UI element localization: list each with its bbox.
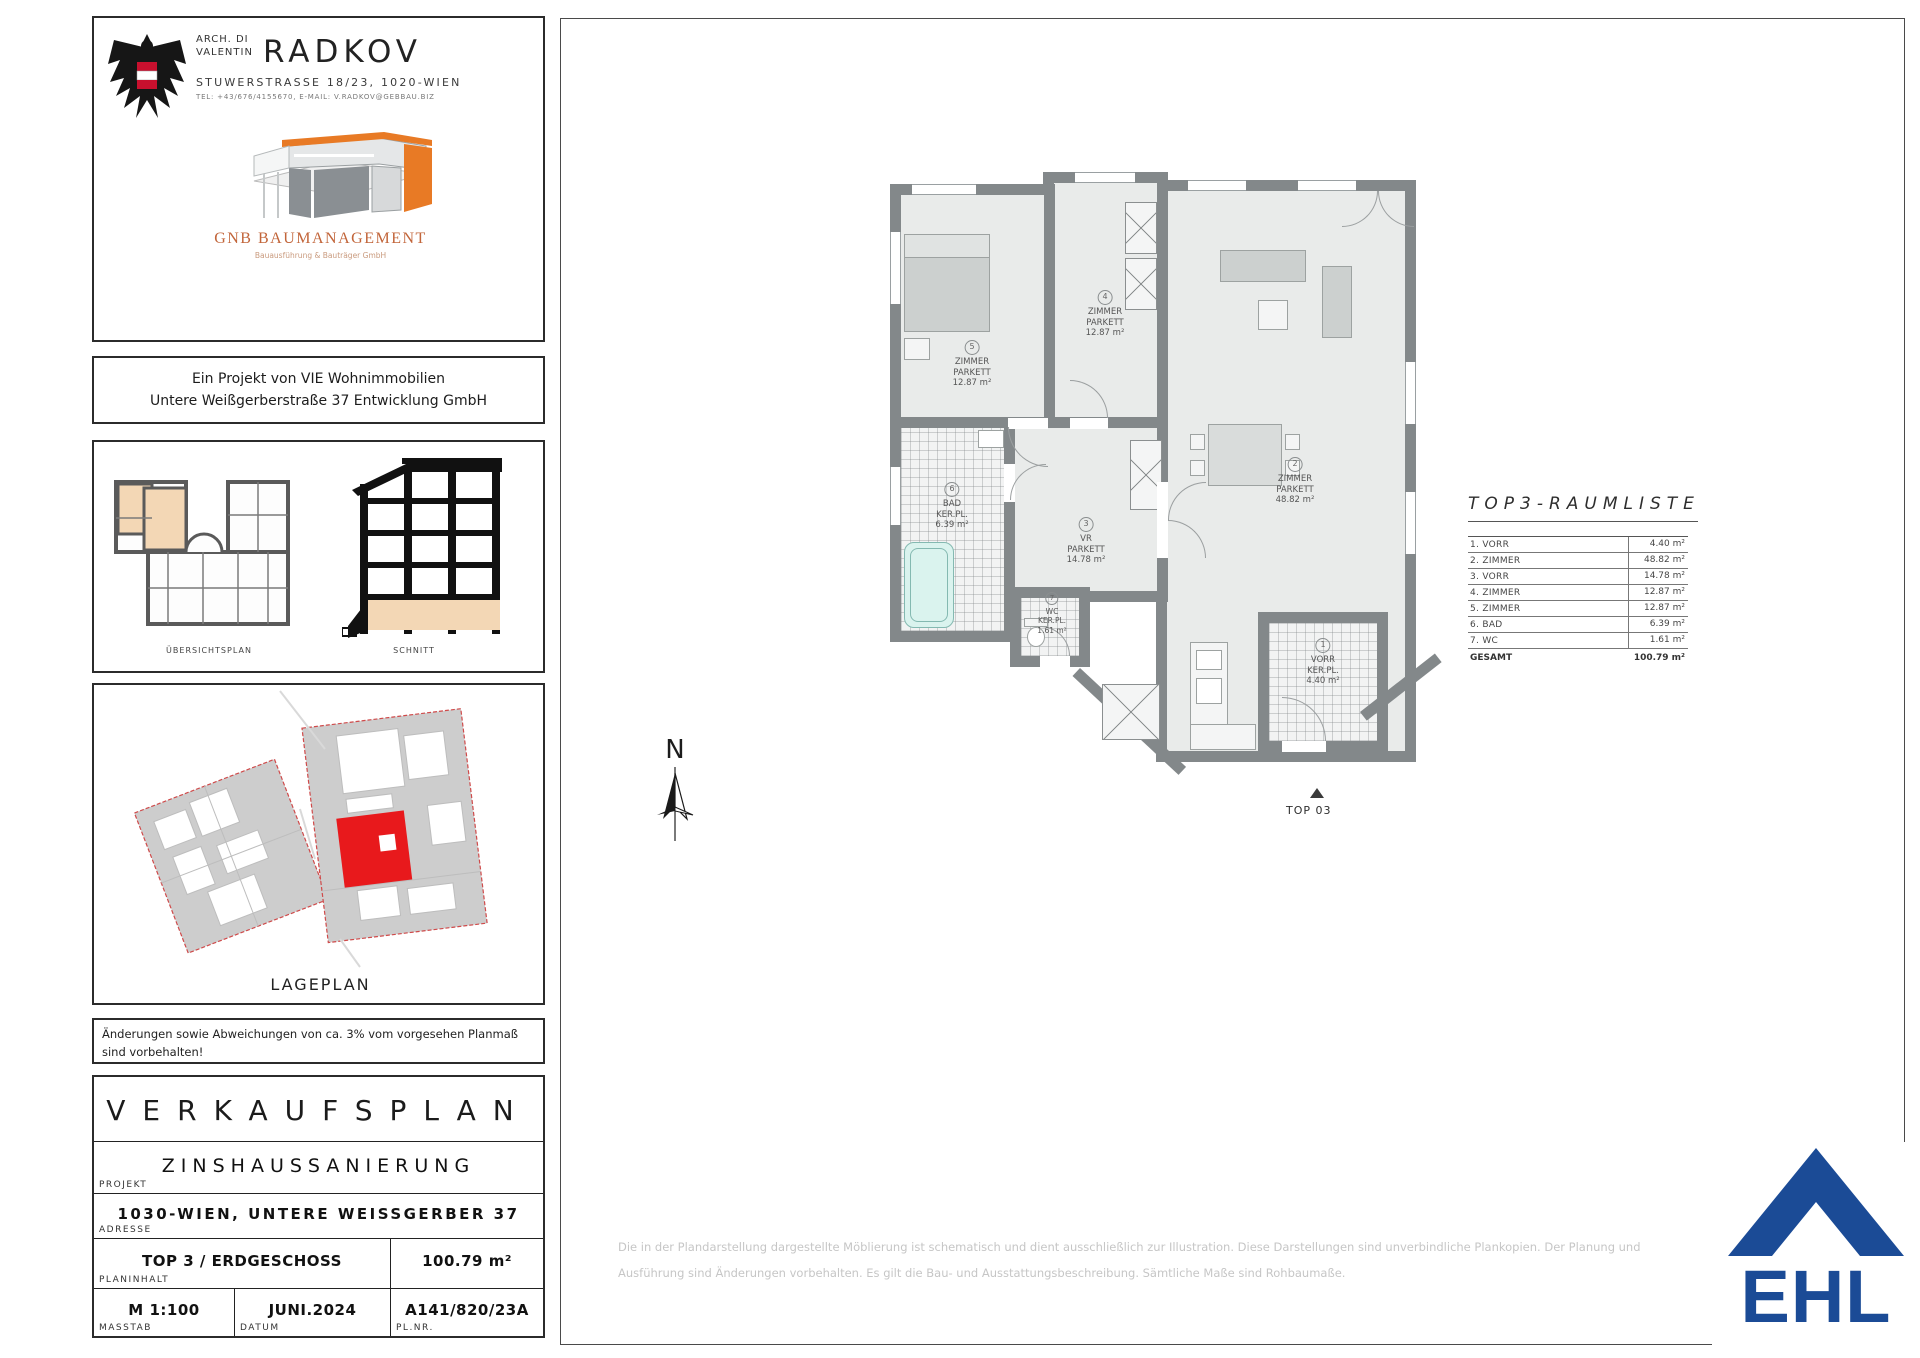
room-label-zimmer5: 5 ZIMMER PARKETT 12.87 m² xyxy=(952,342,992,389)
disclaimer-line1: Die in der Plandarstellung dargestellte Möblierung ist schematisch und dient ausschließlich zur Illustration. Diese Darstellungen sind unverbindliche Plankopien. Der Planung und xyxy=(618,1240,1641,1254)
wardrobe xyxy=(1125,202,1157,254)
room-number-badge: 2 xyxy=(1287,457,1302,472)
architect-address: STUWERSTRASSE 18/23, 1020-WIEN xyxy=(196,76,462,89)
gnb-building-image xyxy=(194,126,444,226)
roomlist-row: 7. WC 1.61 m² xyxy=(1468,633,1688,649)
overview-plan-image xyxy=(108,460,323,640)
door-gap xyxy=(1157,482,1168,558)
north-arrow xyxy=(645,735,705,843)
project-note-box xyxy=(92,356,545,424)
roomlist xyxy=(1468,494,1698,666)
kitchen-bottom-wall xyxy=(1178,751,1262,762)
plnr-label: PL.NR. xyxy=(396,1323,434,1333)
disclaimer-line2: Ausführung sind Änderungen vorbehalten. Es gilt die Bau- und Ausstattungsbeschreibung. Sämtliche Maße sind Rohbaumaße. xyxy=(618,1266,1346,1281)
sofa xyxy=(1220,250,1306,282)
kitchen-counter xyxy=(1190,724,1256,750)
window-icon xyxy=(912,184,976,195)
ehl-wordmark: EHL xyxy=(1740,1255,1892,1338)
adresse-label: ADRESSE xyxy=(99,1225,152,1235)
titleblock-row-meta xyxy=(94,1288,543,1336)
roomlist-row: 6. BAD 6.39 m² xyxy=(1468,617,1688,633)
window-icon xyxy=(1405,362,1416,424)
chair xyxy=(1285,434,1300,450)
planinhalt-value: TOP 3 / ERDGESCHOSS xyxy=(142,1252,342,1270)
section-drawing-image xyxy=(342,456,532,644)
wc-door-gap xyxy=(1040,656,1070,667)
floorplan xyxy=(890,172,1435,832)
room-number-badge: 5 xyxy=(964,340,979,355)
masstab-value: M 1:100 xyxy=(128,1301,200,1319)
siteplan-image xyxy=(100,689,540,971)
project-note-line2: Untere Weißgerberstraße 37 Entwicklung GmbH xyxy=(149,392,488,409)
entrance-marker-icon xyxy=(1310,788,1324,798)
masstab-label: MASSTAB xyxy=(99,1323,152,1333)
room-number-badge: 3 xyxy=(1078,517,1093,532)
ehl-roof-icon xyxy=(1728,1148,1904,1256)
room-number-badge: 4 xyxy=(1097,290,1112,305)
titleblock-box xyxy=(92,1075,545,1338)
architect-header-box xyxy=(92,16,545,342)
room-number-badge: 6 xyxy=(944,482,959,497)
window-icon xyxy=(1298,180,1356,191)
titleblock-row-planinhalt xyxy=(94,1238,543,1288)
room-label-zimmer4: 4 ZIMMER PARKETT 12.87 m² xyxy=(1085,292,1125,339)
bed-pillow xyxy=(904,234,990,258)
austrian-eagle-logo xyxy=(106,30,188,122)
architect-title-line1: ARCH. DI xyxy=(196,34,249,45)
sofa xyxy=(1322,266,1352,338)
window-icon xyxy=(890,467,901,525)
titleblock-row-adresse xyxy=(94,1193,543,1238)
flaeche-value: 100.79 m² xyxy=(422,1252,512,1270)
notice-line1: Änderungen sowie Abweichungen von ca. 3% vom vorgesehen Planmaß xyxy=(102,1027,519,1041)
room-label-wc: 7 WC KER.PL. 1.61 m² xyxy=(1037,594,1067,635)
window-icon xyxy=(1075,172,1135,183)
siteplan-label: LAGEPLAN xyxy=(270,975,371,994)
planinhalt-label: PLANINHALT xyxy=(99,1275,170,1285)
chair xyxy=(1190,434,1205,450)
roomlist-row: 1. VORR 4.40 m² xyxy=(1468,537,1688,553)
gnb-logo-subtitle: Bauausführung & Bauträger GmbH xyxy=(254,251,387,260)
datum-value: JUNI.2024 xyxy=(268,1301,357,1319)
notice-box xyxy=(92,1018,545,1064)
roomlist-row: 3. VORR 14.78 m² xyxy=(1468,569,1688,585)
architect-title-line2: VALENTIN xyxy=(196,46,253,58)
bathroom-sink xyxy=(978,430,1004,448)
project-note-line1: Ein Projekt von VIE Wohnimmobilien xyxy=(191,371,446,387)
window-icon xyxy=(1405,492,1416,554)
projekt-label: PROJEKT xyxy=(99,1180,148,1190)
siteplan-box xyxy=(92,683,545,1005)
plnr-value: A141/820/23A xyxy=(405,1301,529,1319)
plan-type-title: VERKAUFSPLAN xyxy=(106,1094,531,1127)
overview-section-box xyxy=(92,440,545,673)
roomlist-row: 4. ZIMMER 12.87 m² xyxy=(1468,585,1688,601)
window-icon xyxy=(890,232,901,304)
section-label: SCHNITT xyxy=(393,646,435,655)
notice-line2: sind vorbehalten! xyxy=(102,1045,204,1060)
roomlist-title: TOP3-RAUMLISTE xyxy=(1468,494,1698,522)
north-label: N xyxy=(665,735,685,765)
kitchen-sink xyxy=(1196,650,1222,670)
roomlist-total-row: GESAMT 100.79 m² xyxy=(1470,652,1685,663)
door-gap xyxy=(1070,418,1108,429)
coffee-table xyxy=(1258,300,1288,330)
dining-table xyxy=(1208,424,1282,486)
compass-needle-icon xyxy=(645,765,705,843)
room-number-badge: 7 xyxy=(1046,592,1059,605)
window-icon xyxy=(1188,180,1246,191)
footer-disclaimer xyxy=(618,1234,1673,1287)
room-label-living: 2 ZIMMER PARKETT 48.82 m² xyxy=(1275,459,1315,506)
adresse-value: 1030-WIEN, UNTERE WEISSGERBER 37 xyxy=(117,1205,520,1223)
roomlist-row: 2. ZIMMER 48.82 m² xyxy=(1468,553,1688,569)
room-label-vr: 3 VR PARKETT 14.78 m² xyxy=(1066,519,1106,566)
chair xyxy=(1190,460,1205,476)
kitchen-stove xyxy=(1196,678,1222,704)
architect-contact: TEL: +43/676/4155670, E-MAIL: V.RADKOV@GEBBAU.BIZ xyxy=(196,93,435,101)
unit-label: TOP 03 xyxy=(1286,804,1332,817)
room-label-vorraum: 1 VORR KER.PL. 4.40 m² xyxy=(1306,640,1340,687)
shaft xyxy=(1102,684,1160,740)
wardrobe xyxy=(1125,258,1157,310)
nightstand xyxy=(904,338,930,360)
roomlist-table xyxy=(1468,536,1688,666)
gnb-logo-text: GNB BAUMANAGEMENT xyxy=(214,230,427,247)
projekt-value: ZINSHAUSSANIERUNG xyxy=(161,1155,476,1177)
roomlist-row: 5. ZIMMER 12.87 m² xyxy=(1468,601,1688,617)
bathtub xyxy=(904,542,954,628)
room-label-bad: 6 BAD KER.PL. 6.39 m² xyxy=(935,484,969,531)
ehl-logo xyxy=(1712,1142,1920,1358)
datum-label: DATUM xyxy=(240,1323,280,1333)
entrance-door-gap xyxy=(1282,741,1326,752)
overview-plan-label: ÜBERSICHTSPLAN xyxy=(166,646,252,655)
architect-name: RADKOV xyxy=(262,34,423,70)
room-number-badge: 1 xyxy=(1315,638,1330,653)
titleblock-row-projekt xyxy=(94,1141,543,1193)
